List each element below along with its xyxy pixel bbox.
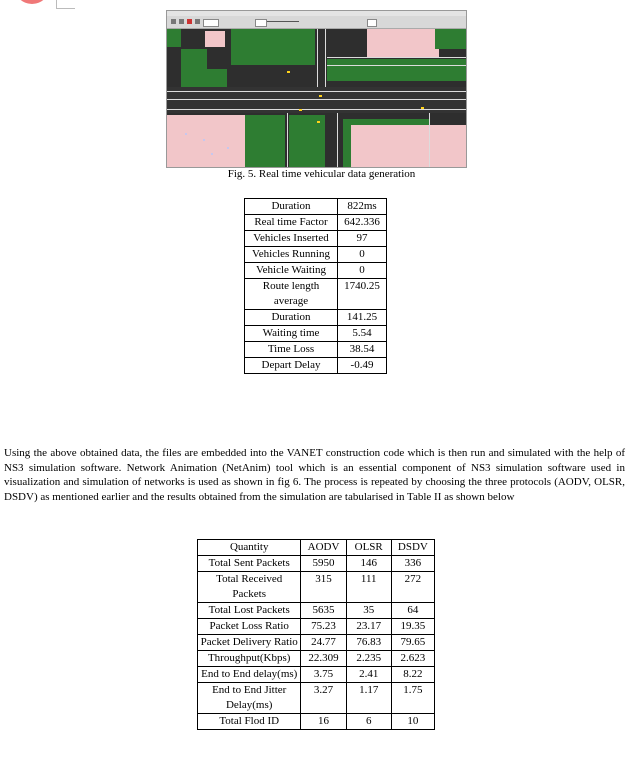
table-row <box>245 247 387 263</box>
green-area <box>181 49 207 89</box>
value-cell: 1.75 <box>391 683 434 714</box>
value-cell: 35 <box>346 603 391 619</box>
row-label-cell: Duration <box>245 199 338 215</box>
lane-marking <box>167 99 466 100</box>
node-dot <box>185 133 187 135</box>
simulation-screenshot-figure <box>166 10 467 168</box>
green-area <box>435 29 466 49</box>
table-row <box>245 215 387 231</box>
table-row <box>198 714 435 730</box>
value-cell: 2.235 <box>346 651 391 667</box>
row-label-cell: End to End Jitter Delay(ms) <box>198 683 301 714</box>
lane-marking <box>325 29 326 87</box>
green-area <box>327 59 466 81</box>
value-cell: 146 <box>346 556 391 572</box>
value-cell: 64 <box>391 603 434 619</box>
row-label-cell: Vehicle Waiting <box>245 263 338 279</box>
table-row <box>245 326 387 342</box>
value-cell: 2.623 <box>391 651 434 667</box>
value-cell: 38.54 <box>338 342 387 358</box>
lane-marking <box>327 65 466 66</box>
lane-marking <box>167 91 466 92</box>
value-cell: 24.77 <box>301 635 346 651</box>
row-label-cell: Time Loss <box>245 342 338 358</box>
lane-marking <box>337 113 338 167</box>
value-cell: 19.35 <box>391 619 434 635</box>
value-cell: 822ms <box>338 199 387 215</box>
value-cell: 76.83 <box>346 635 391 651</box>
table-row <box>245 263 387 279</box>
vehicle-marker <box>319 95 322 97</box>
value-cell: 3.75 <box>301 667 346 683</box>
node-dot <box>211 153 213 155</box>
building-block <box>167 115 249 167</box>
table-header-cell: DSDV <box>391 540 434 556</box>
vehicle-marker <box>421 107 424 109</box>
row-label-cell: Waiting time <box>245 326 338 342</box>
value-cell: 1740.25 <box>338 279 387 310</box>
green-area <box>245 115 285 167</box>
value-cell: 336 <box>391 556 434 572</box>
value-cell: 23.17 <box>346 619 391 635</box>
row-label-cell: Total Received Packets <box>198 572 301 603</box>
row-label-cell: Real time Factor <box>245 215 338 231</box>
value-cell: 79.65 <box>391 635 434 651</box>
value-cell: 2.41 <box>346 667 391 683</box>
table-row <box>245 342 387 358</box>
row-label-cell: Total Lost Packets <box>198 603 301 619</box>
simulation-stats-table <box>244 198 387 374</box>
value-cell: 5.54 <box>338 326 387 342</box>
value-cell: -0.49 <box>338 358 387 374</box>
corner-frame-decoration <box>56 0 75 9</box>
table-row <box>245 199 387 215</box>
value-cell: 141.25 <box>338 310 387 326</box>
value-cell: 315 <box>301 572 346 603</box>
green-area <box>167 29 181 47</box>
value-cell: 0 <box>338 263 387 279</box>
time-field <box>203 19 219 27</box>
scale-field <box>367 19 377 27</box>
table-header-cell: Quantity <box>198 540 301 556</box>
row-label-cell: Depart Delay <box>245 358 338 374</box>
delay-field <box>255 19 267 27</box>
green-area <box>207 69 227 87</box>
table-row <box>245 310 387 326</box>
row-label-cell: Route length average <box>245 279 338 310</box>
table-row <box>198 667 435 683</box>
table-row <box>245 279 387 310</box>
building-block <box>205 31 225 47</box>
row-label-cell: Throughput(Kbps) <box>198 651 301 667</box>
table-row <box>245 358 387 374</box>
building-block <box>367 29 439 57</box>
lane-marking <box>167 109 466 110</box>
row-label-cell: Packet Loss Ratio <box>198 619 301 635</box>
table-row <box>198 572 435 603</box>
lane-marking <box>429 113 430 167</box>
screenshot-toolbar <box>167 16 466 29</box>
value-cell: 6 <box>346 714 391 730</box>
value-cell: 8.22 <box>391 667 434 683</box>
row-label-cell: Duration <box>245 310 338 326</box>
value-cell: 75.23 <box>301 619 346 635</box>
lane-marking <box>317 29 318 87</box>
body-paragraph: Using the above obtained data, the files are embedded into the VANET construction code which is then run and simulated with the help of NS3 simulation software. Network Animation (NetAnim) tool which is an essential component of NS3 simulation software used in visualization and simulation of networks is used as shown in fig 6. The process is repeated by choosing the three protocols (AODV, OLSR, DSDV) as mentioned earlier and the results obtained from the simulation are tabularised in Table II as shown below <box>4 447 625 503</box>
row-label-cell: End to End delay(ms) <box>198 667 301 683</box>
table-row <box>198 683 435 714</box>
row-label-cell: Vehicles Inserted <box>245 231 338 247</box>
play-icon <box>171 19 176 24</box>
vehicle-marker <box>317 121 320 123</box>
protocol-results-table <box>197 539 435 730</box>
vehicle-marker <box>299 109 302 111</box>
step-icon <box>179 19 184 24</box>
table-row <box>198 603 435 619</box>
value-cell: 3.27 <box>301 683 346 714</box>
value-cell: 97 <box>338 231 387 247</box>
value-cell: 5950 <box>301 556 346 572</box>
green-area <box>231 29 315 65</box>
value-cell: 16 <box>301 714 346 730</box>
table-header-cell: AODV <box>301 540 346 556</box>
row-label-cell: Packet Delivery Ratio <box>198 635 301 651</box>
node-dot <box>227 147 229 149</box>
table-row <box>245 231 387 247</box>
node-dot <box>203 139 205 141</box>
building-block <box>351 125 466 167</box>
value-cell: 5635 <box>301 603 346 619</box>
stop-icon <box>187 19 192 24</box>
lane-marking <box>287 113 288 167</box>
value-cell: 22.309 <box>301 651 346 667</box>
lane-marking <box>327 57 466 58</box>
value-cell: 111 <box>346 572 391 603</box>
logo-decoration <box>14 0 50 4</box>
reload-icon <box>195 19 200 24</box>
table-header-cell: OLSR <box>346 540 391 556</box>
row-label-cell: Vehicles Running <box>245 247 338 263</box>
value-cell: 642.336 <box>338 215 387 231</box>
road-network-map <box>167 29 466 167</box>
table-row <box>198 651 435 667</box>
table-row <box>198 556 435 572</box>
figure-caption: Fig. 5. Real time vehicular data generation <box>227 168 416 180</box>
row-label-cell: Total Flod ID <box>198 714 301 730</box>
value-cell: 10 <box>391 714 434 730</box>
table-row <box>198 619 435 635</box>
value-cell: 272 <box>391 572 434 603</box>
vehicle-marker <box>287 71 290 73</box>
value-cell: 0 <box>338 247 387 263</box>
value-cell: 1.17 <box>346 683 391 714</box>
row-label-cell: Total Sent Packets <box>198 556 301 572</box>
table-row <box>198 635 435 651</box>
